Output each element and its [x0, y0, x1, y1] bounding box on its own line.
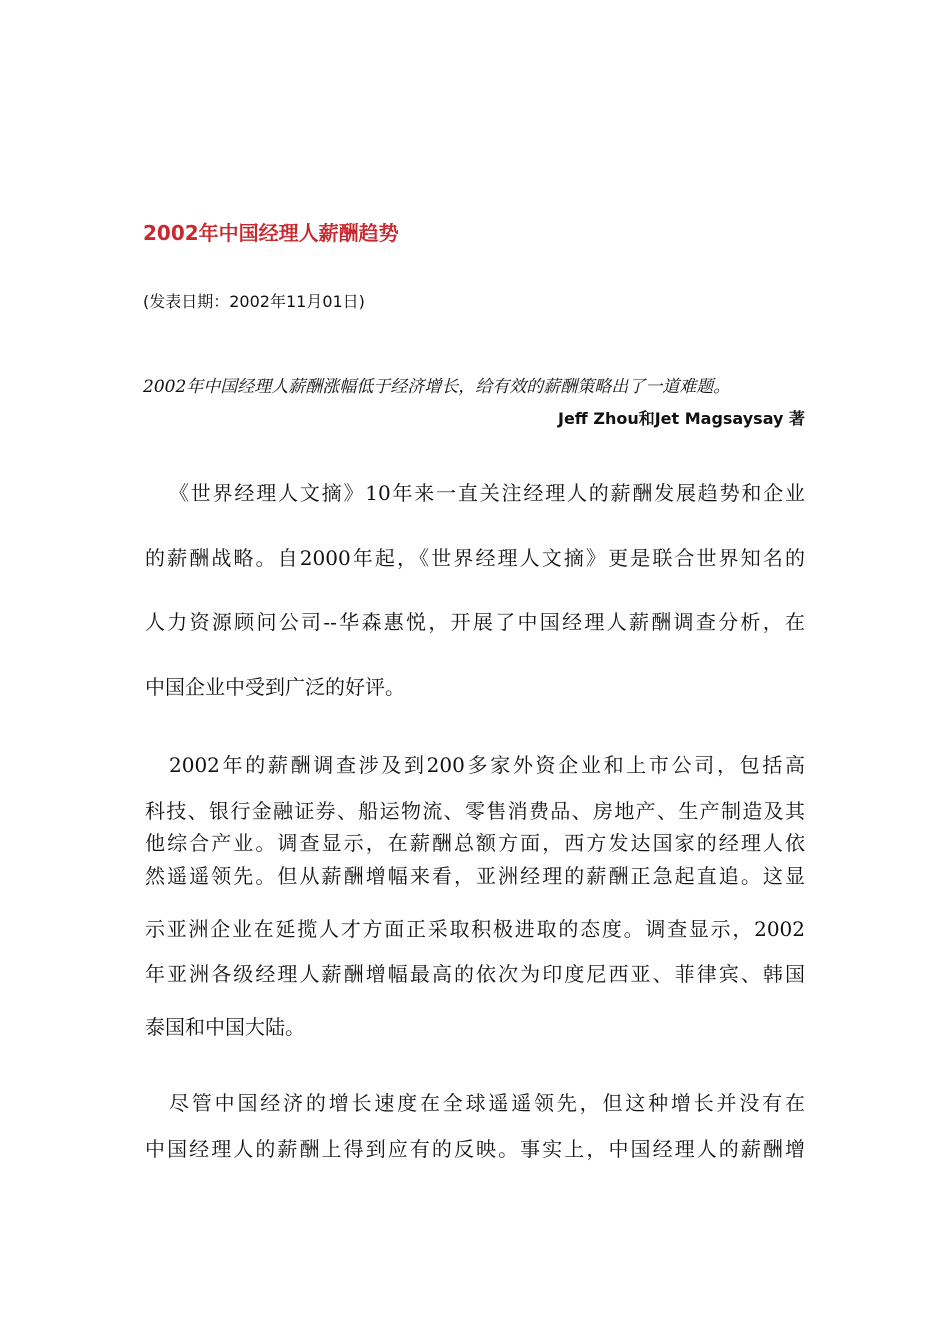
paragraph-2-line-1: 2002年的薪酬调查涉及到200多家外资企业和上市公司，包括高 [169, 753, 805, 777]
paragraph-2-line-7: 泰国和中国大陆。 [145, 1015, 305, 1039]
paragraph-3-line-2: 中国经理人的薪酬上得到应有的反映。事实上，中国经理人的薪酬增 [145, 1137, 805, 1161]
paragraph-1-line-2: 的薪酬战略。自2000年起，《世界经理人文摘》更是联合世界知名的 [145, 546, 805, 570]
article-title: 2002年中国经理人薪酬趋势 [143, 221, 399, 245]
paragraph-1-line-3: 人力资源顾问公司--华森惠悦，开展了中国经理人薪酬调查分析，在 [145, 610, 805, 634]
paragraph-2-line-2: 科技、银行金融证券、船运物流、零售消费品、房地产、生产制造及其 [145, 799, 805, 823]
paragraph-2-line-6: 年亚洲各级经理人薪酬增幅最高的依次为印度尼西亚、菲律宾、韩国 [145, 962, 805, 986]
paragraph-2-line-4: 然遥遥领先。但从薪酬增幅来看，亚洲经理的薪酬正急起直追。这显 [145, 864, 805, 888]
paragraph-1-line-1: 《世界经理人文摘》10年来一直关注经理人的薪酬发展趋势和企业 [169, 481, 805, 505]
article-lede: 2002年中国经理人薪酬涨幅低于经济增长，给有效的薪酬策略出了一道难题。 [143, 377, 731, 397]
publish-date: (发表日期：2002年11月01日) [143, 292, 365, 311]
paragraph-1-line-4: 中国企业中受到广泛的好评。 [145, 675, 405, 699]
paragraph-3-line-1: 尽管中国经济的增长速度在全球遥遥领先，但这种增长并没有在 [169, 1091, 805, 1115]
paragraph-2-line-5: 示亚洲企业在延揽人才方面正采取积极进取的态度。调查显示，2002 [145, 917, 805, 941]
paragraph-2-line-3: 他综合产业。调查显示，在薪酬总额方面，西方发达国家的经理人依 [145, 831, 805, 855]
article-byline: Jeff Zhou和Jet Magsaysay 著 [558, 409, 805, 428]
